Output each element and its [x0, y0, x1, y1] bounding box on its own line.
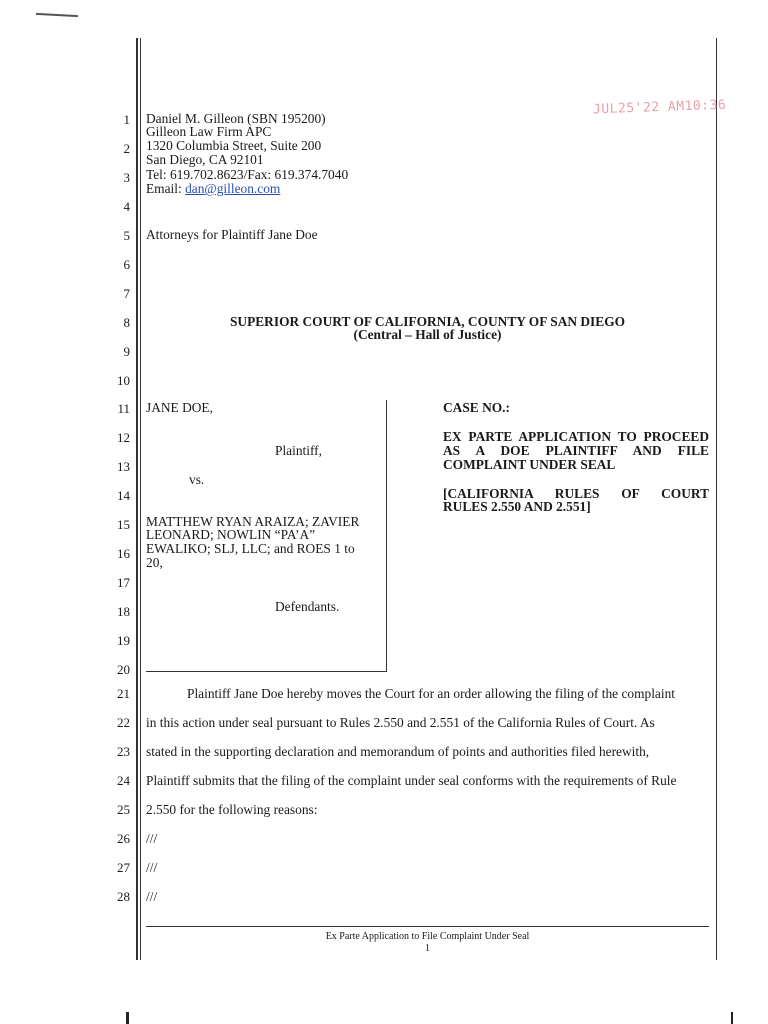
line-number: 27	[117, 860, 130, 875]
line-number: 22	[117, 715, 130, 730]
scan-mark-bottom-right	[731, 1012, 733, 1024]
line-number: 18	[117, 604, 130, 619]
body-line-28: ///	[146, 889, 158, 904]
line-number: 21	[117, 686, 130, 701]
case-number: CASE NO.:	[443, 400, 510, 415]
scan-mark-top-left	[36, 13, 78, 17]
line-number: 4	[123, 199, 130, 214]
caption-bottom-rule	[146, 671, 387, 672]
right-margin-rule	[716, 38, 717, 960]
email-line	[146, 182, 280, 195]
line-number: 12	[117, 430, 130, 445]
defendants-label: Defendants.	[275, 599, 340, 614]
line-number: 17	[117, 575, 130, 590]
line-number: 5	[123, 228, 130, 243]
line-number: 23	[117, 744, 130, 759]
defendants-line-1: MATTHEW RYAN ARAIZA; ZAVIER	[146, 514, 360, 529]
line-number: 11	[117, 401, 130, 416]
plaintiff-label: Plaintiff,	[275, 443, 322, 458]
body-line-27: ///	[146, 860, 158, 875]
footer-rule	[146, 926, 709, 927]
line-number: 2	[123, 141, 130, 156]
line-number: 19	[117, 633, 130, 648]
left-margin-rule-outer	[136, 38, 138, 960]
body-line-23: stated in the supporting declaration and memorandum of points and authorities filed herewith,	[146, 744, 650, 759]
firm-name: Gilleon Law Firm APC	[146, 124, 272, 139]
left-margin-rule-inner	[140, 38, 141, 960]
firm-phone: Tel: 619.702.8623/Fax: 619.374.7040	[146, 167, 349, 182]
line-number: 10	[117, 373, 130, 388]
scan-mark-bottom-left	[126, 1012, 129, 1024]
body-line-24: Plaintiff submits that the filing of the complaint under seal conforms with the requirements of Rule	[146, 773, 677, 788]
line-number: 25	[117, 802, 130, 817]
rules-line-2: RULES 2.550 AND 2.551]	[443, 499, 591, 514]
line-number: 26	[117, 831, 130, 846]
court-subtitle: (Central – Hall of Justice)	[353, 327, 502, 342]
filing-stamp: JUL25'22 AM10:36	[592, 97, 727, 118]
page-number: 1	[425, 943, 430, 954]
line-number: 6	[123, 257, 130, 272]
email-link[interactable]: dan@gilleon.com	[185, 181, 281, 196]
application-title-3: COMPLAINT UNDER SEAL	[443, 457, 616, 472]
application-title-1: EX PARTE APPLICATION TO PROCEED	[443, 429, 709, 444]
rules-line-1: [CALIFORNIA RULES OF COURT	[443, 486, 709, 501]
attorney-name: Daniel M. Gilleon (SBN 195200)	[146, 111, 326, 126]
defendants-line-4: 20,	[146, 555, 163, 570]
line-number: 3	[123, 170, 130, 185]
application-title-2: AS A DOE PLAINTIFF AND FILE	[443, 443, 709, 458]
line-number: 16	[117, 546, 130, 561]
line-number: 28	[117, 889, 130, 904]
line-number: 24	[117, 773, 130, 788]
caption-divider	[386, 400, 387, 672]
line-number: 8	[123, 315, 130, 330]
line-number: 13	[117, 459, 130, 474]
firm-street: 1320 Columbia Street, Suite 200	[146, 138, 322, 153]
body-line-25: 2.550 for the following reasons:	[146, 802, 318, 817]
court-title: SUPERIOR COURT OF CALIFORNIA, COUNTY OF SAN DIEGO	[229, 314, 626, 329]
defendants-line-3: EWALIKO; SLJ, LLC; and ROES 1 to	[146, 541, 355, 556]
body-line-26: ///	[146, 831, 158, 846]
body-line-22: in this action under seal pursuant to Rules 2.550 and 2.551 of the California Rules of Court. As	[146, 715, 655, 730]
body-line-21: Plaintiff Jane Doe hereby moves the Court for an order allowing the filing of the complaint	[187, 686, 676, 701]
firm-city: San Diego, CA 92101	[146, 152, 264, 167]
line-number: 9	[123, 344, 130, 359]
line-number: 7	[123, 286, 130, 301]
line-number: 14	[117, 488, 130, 503]
line-number: 15	[117, 517, 130, 532]
line-number: 1	[123, 112, 130, 127]
defendants-line-2: LEONARD; NOWLIN “PA’A”	[146, 527, 316, 542]
footer-title: Ex Parte Application to File Complaint Under Seal	[325, 931, 530, 942]
email-label: Email:	[146, 181, 186, 196]
attorneys-for: Attorneys for Plaintiff Jane Doe	[146, 227, 318, 242]
plaintiff-name: JANE DOE,	[146, 400, 213, 415]
versus: vs.	[189, 472, 205, 487]
line-number: 20	[117, 662, 130, 677]
